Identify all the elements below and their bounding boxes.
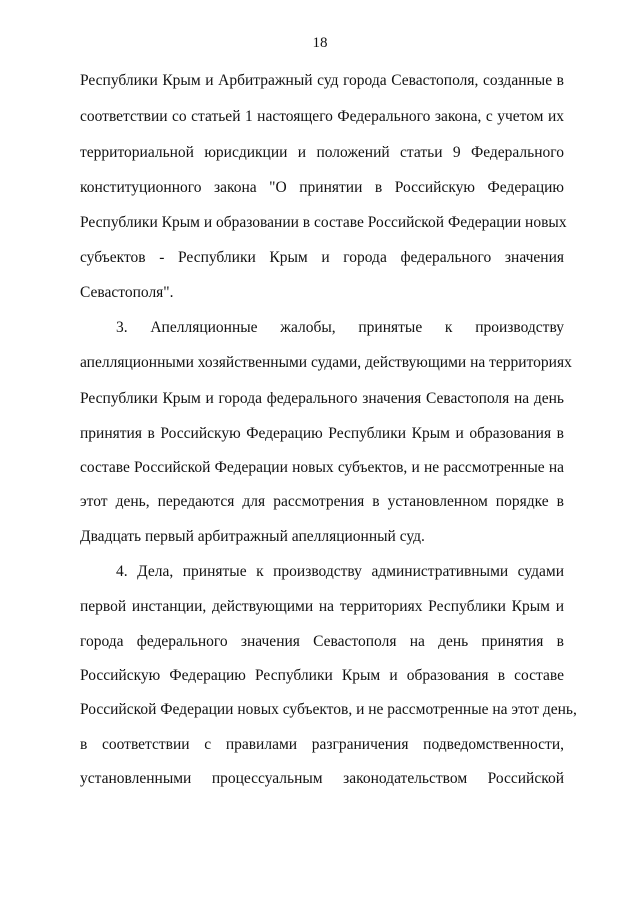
text-line: первой инстанции, действующими на территориях Республики Крым и <box>80 598 564 615</box>
text-line: соответствии со статьей 1 настоящего Федерального закона, с учетом их <box>80 108 564 125</box>
text-line: Севастополя". <box>80 284 174 301</box>
paragraph-4-first-line: 4. Дела, принятые к производству административными судами <box>116 563 564 580</box>
text-line: установленными процессуальным законодательством Российской <box>80 770 564 787</box>
text-line: Российскую Федерацию Республики Крым и образования в составе <box>80 667 564 684</box>
text-line: Республики Крым и образовании в составе Российской Федерации новых <box>80 214 567 231</box>
text-line: субъектов - Республики Крым и города федерального значения <box>80 249 564 266</box>
text-line: принятия в Российскую Федерацию Республики Крым и образования в <box>80 425 564 442</box>
text-line: конституционного закона "О принятии в Российскую Федерацию <box>80 179 564 196</box>
page-number: 18 <box>312 35 328 51</box>
text-line: Республики Крым и города федерального значения Севастополя на день <box>80 390 564 407</box>
text-line: Российской Федерации новых субъектов, и не рассмотренные на этот день, <box>80 701 577 718</box>
text-line: этот день, передаются для рассмотрения в установленном порядке в <box>80 493 564 510</box>
text-line: города федерального значения Севастополя на день принятия в <box>80 633 564 650</box>
text-line: составе Российской Федерации новых субъектов, и не рассмотренные на <box>80 459 564 476</box>
text-line: Двадцать первый арбитражный апелляционный суд. <box>80 528 425 545</box>
text-line: в соответствии с правилами разграничения подведомственности, <box>80 736 564 753</box>
text-line: Республики Крым и Арбитражный суд города Севастополя, созданные в <box>80 72 564 89</box>
paragraph-3-first-line: 3. Апелляционные жалобы, принятые к производству <box>116 319 564 336</box>
text-line: территориальной юрисдикции и положений статьи 9 Федерального <box>80 144 564 161</box>
text-line: апелляционными хозяйственными судами, действующими на территориях <box>80 354 572 371</box>
